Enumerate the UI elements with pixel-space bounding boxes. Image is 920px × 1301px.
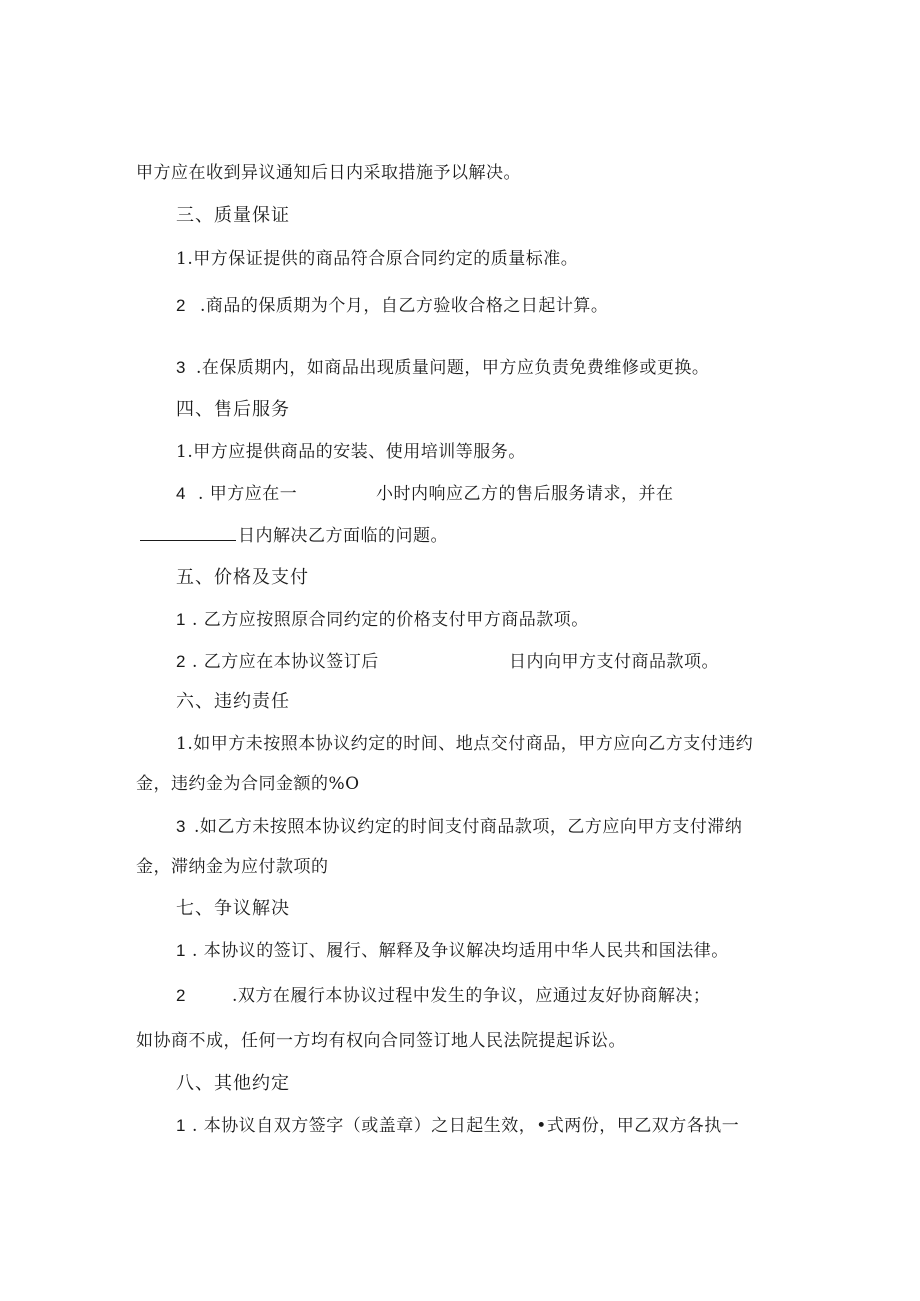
clause-number: 1 <box>176 1116 186 1135</box>
text: 日内解决乙方面临的问题。 <box>238 526 448 546</box>
clause-aftersales-1 <box>176 441 526 463</box>
fill-in-blank <box>140 526 236 541</box>
clause-aftersales-4 <box>176 483 297 505</box>
text: 甲方应在收到异议通知后日内采取措施予以解决。 <box>136 163 521 183</box>
clause-quality-3 <box>176 357 709 379</box>
clause-breach-3-line2 <box>136 856 329 878</box>
clause-aftersales-4-cont <box>376 483 674 505</box>
text: 日内向甲方支付商品款项。 <box>509 652 719 672</box>
heading-text: 四、售后服务 <box>176 399 290 420</box>
clause-number: 2 <box>176 652 186 671</box>
section-heading-other <box>176 1073 290 1095</box>
clause-number: 2 <box>176 296 186 315</box>
clause-dispute-2 <box>176 985 710 1007</box>
text: . 本协议自双方签字（或盖章）之日起生效，•式两份，甲乙双方各执一 <box>191 1116 740 1136</box>
clause-quality-1 <box>176 248 578 270</box>
text: .商品的保质期为个月，自乙方验收合格之日起计算。 <box>199 296 609 316</box>
text: . 乙方应在本协议签订后 <box>191 652 379 672</box>
text: 金，滞纳金为应付款项的 <box>136 857 329 877</box>
text: 1.如甲方未按照本协议约定的时间、地点交付商品，甲方应向乙方支付违约 <box>176 734 754 754</box>
clause-number: 3 <box>176 358 186 377</box>
clause-payment-2 <box>176 651 379 673</box>
heading-text: 六、违约责任 <box>176 691 290 712</box>
text: . 甲方应在一 <box>197 484 298 504</box>
clause-payment-1 <box>176 609 589 631</box>
text: . 本协议的签订、履行、解释及争议解决均适用中华人民共和国法律。 <box>191 941 729 961</box>
heading-text: 三、质量保证 <box>176 205 290 226</box>
clause-breach-3 <box>176 816 742 838</box>
clause-number: 2 <box>176 986 186 1005</box>
clause-breach-1 <box>176 733 753 755</box>
section-heading-breach <box>176 691 290 713</box>
text: . 乙方应按照原合同约定的价格支付甲方商品款项。 <box>191 610 589 630</box>
clause-quality-2 <box>176 295 608 317</box>
text: 金，违约金为合同金额的%O <box>136 774 360 794</box>
paragraph-line <box>136 162 521 184</box>
text: 小时内响应乙方的售后服务请求，并在 <box>376 484 674 504</box>
clause-number: 4 <box>176 484 186 503</box>
clause-aftersales-4-line2 <box>140 525 448 547</box>
section-heading-aftersales <box>176 399 290 421</box>
clause-payment-2-cont <box>509 651 719 673</box>
section-heading-dispute <box>176 898 290 920</box>
clause-dispute-1 <box>176 940 729 962</box>
section-heading-quality <box>176 205 290 227</box>
section-heading-payment <box>176 567 309 589</box>
text: .在保质期内，如商品出现质量问题，甲方应负责免费维修或更换。 <box>195 358 710 378</box>
heading-text: 八、其他约定 <box>176 1073 290 1094</box>
clause-dispute-2-line2 <box>136 1030 626 1052</box>
clause-number: 1 <box>176 610 186 629</box>
clause-number: 3 <box>176 817 186 836</box>
text: 1.甲方应提供商品的安装、使用培训等服务。 <box>176 442 526 462</box>
clause-breach-1-line2 <box>136 773 360 795</box>
clause-other-1 <box>176 1115 739 1137</box>
text: 1.甲方保证提供的商品符合原合同约定的质量标准。 <box>176 249 579 269</box>
clause-number: 1 <box>176 941 186 960</box>
heading-text: 七、争议解决 <box>176 898 290 919</box>
heading-text: 五、价格及支付 <box>176 567 309 588</box>
text: .双方在履行本协议过程中发生的争议，应通过友好协商解决； <box>231 986 711 1006</box>
text: 如协商不成，任何一方均有权向合同签订地人民法院提起诉讼。 <box>136 1031 626 1051</box>
text: .如乙方未按照本协议约定的时间支付商品款项，乙方应向甲方支付滞纳 <box>193 817 743 837</box>
